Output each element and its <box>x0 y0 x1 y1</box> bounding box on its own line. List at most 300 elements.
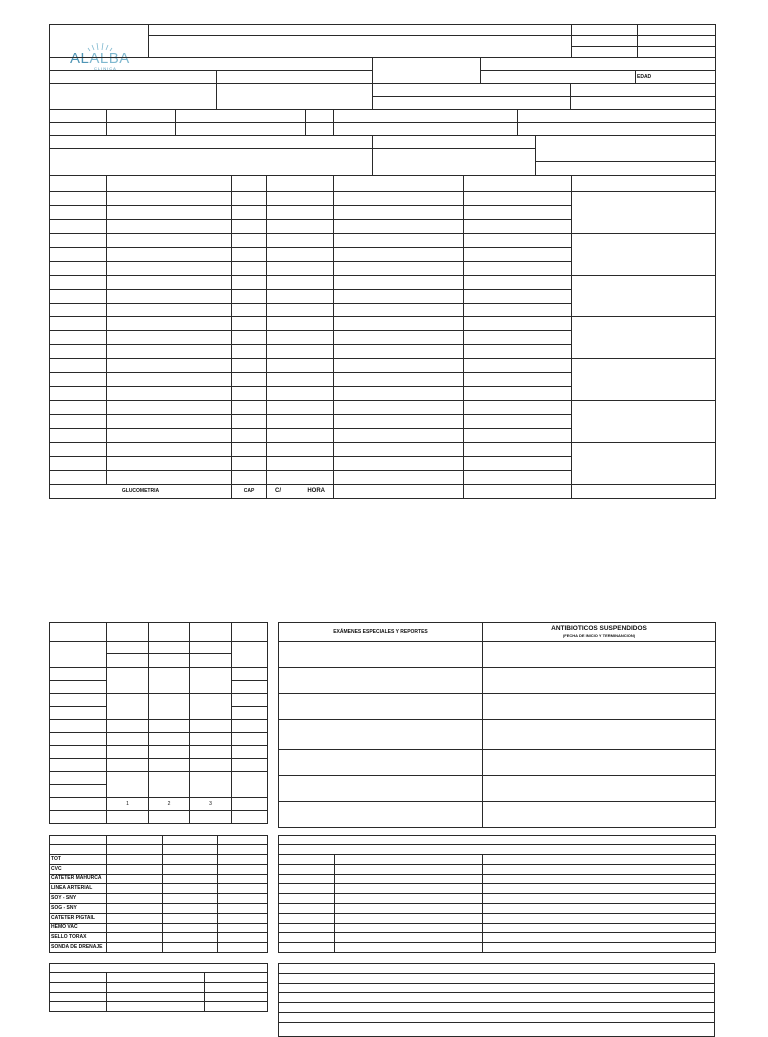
patient-field[interactable] <box>373 149 536 176</box>
antibiotic-field[interactable] <box>483 694 716 720</box>
notes-line[interactable] <box>279 1003 715 1013</box>
grid-cell[interactable] <box>334 331 464 345</box>
header-field[interactable] <box>638 36 716 47</box>
grid-cell[interactable] <box>190 733 232 746</box>
grid-cell[interactable] <box>232 811 268 824</box>
grid-cell[interactable] <box>464 373 572 387</box>
grid-cell[interactable] <box>50 694 107 707</box>
grid-cell[interactable] <box>107 772 149 798</box>
grid-cell[interactable] <box>232 387 267 401</box>
grid-cell[interactable] <box>335 864 483 874</box>
notes-cell[interactable] <box>572 192 716 234</box>
grid-cell[interactable] <box>50 964 268 973</box>
notes-cell[interactable] <box>572 233 716 275</box>
notes-cell[interactable] <box>572 359 716 401</box>
grid-cell[interactable] <box>464 289 572 303</box>
notes-line[interactable] <box>279 964 715 974</box>
grid-cell[interactable] <box>334 428 464 442</box>
grid-cell[interactable] <box>50 733 107 746</box>
header-main-cell[interactable] <box>149 36 572 58</box>
exam-field[interactable] <box>279 776 483 802</box>
grid-cell[interactable] <box>107 836 163 845</box>
grid-cell[interactable] <box>483 913 716 923</box>
grid-cell[interactable] <box>205 982 268 992</box>
grid-cell[interactable] <box>50 205 107 219</box>
patient-field[interactable] <box>176 123 306 136</box>
grid-cell[interactable] <box>205 973 268 983</box>
grid-cell[interactable] <box>190 746 232 759</box>
notes-cell[interactable] <box>572 401 716 443</box>
grid-cell[interactable] <box>267 373 334 387</box>
glucometria-field[interactable] <box>464 484 572 498</box>
grid-cell[interactable] <box>334 275 464 289</box>
notes-line[interactable] <box>279 993 715 1003</box>
grid-cell[interactable] <box>232 233 267 247</box>
grid-cell[interactable] <box>107 642 149 654</box>
grid-cell[interactable] <box>334 373 464 387</box>
patient-field[interactable] <box>536 162 716 176</box>
grid-cell[interactable] <box>464 261 572 275</box>
grid-cell[interactable] <box>218 855 268 865</box>
grid-cell[interactable] <box>232 345 267 359</box>
grid-cell[interactable] <box>50 401 107 415</box>
grid-cell[interactable] <box>267 317 334 331</box>
grid-cell[interactable] <box>483 864 716 874</box>
grid-cell[interactable] <box>50 387 107 401</box>
grid-cell[interactable] <box>190 720 232 733</box>
grid-cell[interactable] <box>50 759 107 772</box>
grid-cell[interactable] <box>50 247 107 261</box>
grid-cell[interactable] <box>50 456 107 470</box>
grid-cell[interactable] <box>107 903 163 913</box>
exam-field[interactable] <box>279 668 483 694</box>
header-field[interactable] <box>572 25 638 36</box>
grid-cell[interactable] <box>107 668 149 694</box>
grid-cell[interactable] <box>334 456 464 470</box>
grid-cell[interactable] <box>163 943 218 953</box>
grid-cell[interactable] <box>335 884 483 894</box>
grid-cell[interactable] <box>464 456 572 470</box>
column-header[interactable] <box>107 176 232 192</box>
grid-cell[interactable] <box>50 359 107 373</box>
grid-cell[interactable] <box>50 982 107 992</box>
patient-field[interactable] <box>306 123 334 136</box>
grid-cell[interactable] <box>464 247 572 261</box>
grid-cell[interactable] <box>218 836 268 845</box>
grid-cell[interactable] <box>50 289 107 303</box>
patient-field[interactable] <box>50 84 217 110</box>
grid-cell[interactable] <box>50 973 107 983</box>
grid-cell[interactable] <box>50 785 107 798</box>
exam-field[interactable] <box>279 720 483 750</box>
grid-cell[interactable] <box>50 261 107 275</box>
grid-cell[interactable] <box>483 943 716 953</box>
patient-field[interactable] <box>50 58 373 71</box>
grid-cell[interactable] <box>335 894 483 904</box>
header-field[interactable] <box>638 25 716 36</box>
patient-field[interactable] <box>373 136 536 149</box>
grid-cell[interactable] <box>50 623 107 642</box>
grid-cell[interactable] <box>232 759 268 772</box>
column-header[interactable] <box>267 176 334 192</box>
grid-cell[interactable] <box>50 772 107 785</box>
grid-cell[interactable] <box>267 247 334 261</box>
grid-cell[interactable] <box>334 289 464 303</box>
grid-cell[interactable] <box>334 317 464 331</box>
grid-cell[interactable] <box>279 845 716 855</box>
grid-cell[interactable] <box>334 359 464 373</box>
grid-cell[interactable] <box>107 401 232 415</box>
check-boxes[interactable] <box>107 654 149 668</box>
patient-field[interactable] <box>536 136 716 162</box>
grid-cell[interactable] <box>267 345 334 359</box>
grid-cell[interactable] <box>163 836 218 845</box>
grid-cell[interactable] <box>232 219 267 233</box>
grid-cell[interactable] <box>149 720 190 733</box>
grid-cell[interactable] <box>107 303 232 317</box>
grid-cell[interactable] <box>279 923 335 933</box>
grid-cell[interactable] <box>334 303 464 317</box>
grid-cell[interactable] <box>107 720 149 733</box>
patient-field[interactable] <box>373 58 481 84</box>
exam-field[interactable] <box>279 694 483 720</box>
grid-cell[interactable] <box>50 219 107 233</box>
grid-cell[interactable] <box>50 442 107 456</box>
patient-field[interactable] <box>518 123 716 136</box>
grid-cell[interactable] <box>335 923 483 933</box>
grid-cell[interactable] <box>107 470 232 484</box>
grid-cell[interactable] <box>267 219 334 233</box>
grid-cell[interactable] <box>107 456 232 470</box>
grid-cell[interactable] <box>149 772 190 798</box>
grid-cell[interactable] <box>464 428 572 442</box>
grid-cell[interactable] <box>50 345 107 359</box>
grid-cell[interactable] <box>232 428 267 442</box>
grid-cell[interactable] <box>335 913 483 923</box>
grid-cell[interactable] <box>50 746 107 759</box>
grid-cell[interactable] <box>267 233 334 247</box>
grid-cell[interactable] <box>149 746 190 759</box>
grid-cell[interactable] <box>335 903 483 913</box>
grid-cell[interactable] <box>149 642 190 654</box>
patient-field[interactable] <box>217 71 373 84</box>
grid-cell[interactable] <box>334 192 464 206</box>
grid-cell[interactable] <box>163 845 218 855</box>
header-title-cell[interactable] <box>149 25 572 36</box>
grid-cell[interactable] <box>107 442 232 456</box>
grid-cell[interactable] <box>107 811 149 824</box>
grid-cell[interactable] <box>107 623 149 642</box>
notes-cell[interactable] <box>572 275 716 317</box>
grid-cell[interactable] <box>232 359 267 373</box>
grid-cell[interactable] <box>107 331 232 345</box>
patient-field[interactable] <box>50 149 373 176</box>
grid-cell[interactable] <box>149 668 190 694</box>
grid-cell[interactable] <box>107 373 232 387</box>
grid-cell[interactable] <box>107 759 149 772</box>
grid-cell[interactable] <box>149 733 190 746</box>
patient-field[interactable] <box>107 110 176 123</box>
grid-cell[interactable] <box>107 982 205 992</box>
grid-cell[interactable] <box>107 415 232 429</box>
grid-cell[interactable] <box>190 668 232 694</box>
column-header[interactable] <box>50 176 107 192</box>
grid-cell[interactable] <box>464 387 572 401</box>
grid-cell[interactable] <box>232 261 267 275</box>
grid-cell[interactable] <box>232 401 267 415</box>
grid-cell[interactable] <box>218 913 268 923</box>
grid-cell[interactable] <box>232 772 268 798</box>
grid-cell[interactable] <box>50 428 107 442</box>
grid-cell[interactable] <box>464 233 572 247</box>
patient-field[interactable] <box>50 123 107 136</box>
grid-cell[interactable] <box>232 415 267 429</box>
grid-cell[interactable] <box>267 470 334 484</box>
grid-cell[interactable] <box>464 442 572 456</box>
grid-cell[interactable] <box>279 874 335 884</box>
grid-cell[interactable] <box>50 233 107 247</box>
grid-cell[interactable] <box>218 894 268 904</box>
grid-cell[interactable] <box>334 233 464 247</box>
grid-cell[interactable] <box>218 933 268 943</box>
grid-cell[interactable] <box>107 746 149 759</box>
grid-cell[interactable] <box>205 992 268 1002</box>
patient-field[interactable] <box>481 58 716 71</box>
grid-cell[interactable] <box>334 247 464 261</box>
patient-field[interactable] <box>334 110 518 123</box>
grid-cell[interactable] <box>232 289 267 303</box>
grid-cell[interactable] <box>107 317 232 331</box>
grid-cell[interactable] <box>50 836 107 845</box>
grid-cell[interactable] <box>232 694 268 707</box>
grid-cell[interactable] <box>232 331 267 345</box>
grid-cell[interactable] <box>232 746 268 759</box>
grid-cell[interactable] <box>107 923 163 933</box>
grid-cell[interactable] <box>232 205 267 219</box>
grid-cell[interactable] <box>190 772 232 798</box>
grid-cell[interactable] <box>218 884 268 894</box>
grid-cell[interactable] <box>464 303 572 317</box>
grid-cell[interactable] <box>107 1002 205 1012</box>
grid-cell[interactable] <box>464 205 572 219</box>
grid-cell[interactable] <box>107 289 232 303</box>
column-header[interactable] <box>232 176 267 192</box>
patient-field[interactable] <box>107 123 176 136</box>
grid-cell[interactable] <box>267 359 334 373</box>
grid-cell[interactable] <box>464 470 572 484</box>
grid-cell[interactable] <box>107 992 205 1002</box>
grid-cell[interactable] <box>267 401 334 415</box>
grid-cell[interactable] <box>50 470 107 484</box>
notes-line[interactable] <box>279 973 715 983</box>
notes-cell[interactable] <box>572 442 716 484</box>
grid-cell[interactable] <box>163 884 218 894</box>
grid-cell[interactable] <box>190 759 232 772</box>
grid-cell[interactable] <box>483 874 716 884</box>
grid-cell[interactable] <box>107 943 163 953</box>
grid-cell[interactable] <box>279 836 716 845</box>
grid-cell[interactable] <box>190 642 232 654</box>
id-digit-boxes[interactable] <box>373 97 571 110</box>
grid-cell[interactable] <box>267 456 334 470</box>
grid-cell[interactable] <box>107 855 163 865</box>
grid-cell[interactable] <box>50 642 107 668</box>
patient-field[interactable] <box>217 84 373 110</box>
grid-cell[interactable] <box>267 387 334 401</box>
grid-cell[interactable] <box>483 923 716 933</box>
grid-cell[interactable] <box>279 933 335 943</box>
grid-cell[interactable] <box>190 811 232 824</box>
grid-cell[interactable] <box>334 261 464 275</box>
grid-cell[interactable] <box>50 1002 107 1012</box>
grid-cell[interactable] <box>107 845 163 855</box>
grid-cell[interactable] <box>163 855 218 865</box>
grid-cell[interactable] <box>334 205 464 219</box>
antibiotic-field[interactable] <box>483 802 716 828</box>
grid-cell[interactable] <box>190 694 232 720</box>
column-header[interactable] <box>464 176 572 192</box>
grid-cell[interactable] <box>232 303 267 317</box>
grid-cell[interactable] <box>107 247 232 261</box>
grid-cell[interactable] <box>149 694 190 720</box>
patient-field[interactable] <box>571 97 716 110</box>
grid-cell[interactable] <box>267 289 334 303</box>
grid-cell[interactable] <box>50 317 107 331</box>
check-boxes[interactable] <box>149 654 190 668</box>
grid-cell[interactable] <box>232 720 268 733</box>
grid-cell[interactable] <box>267 428 334 442</box>
header-field[interactable] <box>638 47 716 58</box>
grid-cell[interactable] <box>107 359 232 373</box>
notes-line[interactable] <box>279 1022 715 1036</box>
grid-cell[interactable] <box>50 373 107 387</box>
grid-cell[interactable] <box>232 275 267 289</box>
antibiotic-field[interactable] <box>483 720 716 750</box>
grid-cell[interactable] <box>464 415 572 429</box>
grid-cell[interactable] <box>50 992 107 1002</box>
grid-cell[interactable] <box>163 913 218 923</box>
exam-field[interactable] <box>279 750 483 776</box>
grid-cell[interactable] <box>335 855 483 865</box>
grid-cell[interactable] <box>232 192 267 206</box>
grid-cell[interactable] <box>107 733 149 746</box>
grid-cell[interactable] <box>279 884 335 894</box>
grid-cell[interactable] <box>107 205 232 219</box>
grid-cell[interactable] <box>464 359 572 373</box>
grid-cell[interactable] <box>163 894 218 904</box>
grid-cell[interactable] <box>149 811 190 824</box>
grid-cell[interactable] <box>483 884 716 894</box>
notes-cell[interactable] <box>572 317 716 359</box>
glucometria-field[interactable] <box>572 484 716 498</box>
grid-cell[interactable] <box>50 415 107 429</box>
grid-cell[interactable] <box>218 903 268 913</box>
glucometria-field[interactable] <box>334 484 464 498</box>
exam-field[interactable] <box>279 642 483 668</box>
notes-line[interactable] <box>279 1012 715 1022</box>
grid-cell[interactable] <box>107 874 163 884</box>
grid-cell[interactable] <box>267 331 334 345</box>
grid-cell[interactable] <box>50 331 107 345</box>
grid-cell[interactable] <box>205 1002 268 1012</box>
grid-cell[interactable] <box>334 470 464 484</box>
grid-cell[interactable] <box>107 973 205 983</box>
grid-cell[interactable] <box>107 219 232 233</box>
grid-cell[interactable] <box>107 261 232 275</box>
grid-cell[interactable] <box>232 623 268 642</box>
grid-cell[interactable] <box>232 668 268 681</box>
grid-cell[interactable] <box>50 668 107 681</box>
patient-field[interactable] <box>571 84 716 97</box>
grid-cell[interactable] <box>163 874 218 884</box>
grid-cell[interactable] <box>232 707 268 720</box>
grid-cell[interactable] <box>232 733 268 746</box>
patient-field[interactable] <box>306 110 334 123</box>
grid-cell[interactable] <box>232 317 267 331</box>
grid-cell[interactable] <box>464 275 572 289</box>
grid-cell[interactable] <box>50 303 107 317</box>
grid-cell[interactable] <box>107 192 232 206</box>
grid-cell[interactable] <box>267 192 334 206</box>
grid-cell[interactable] <box>483 933 716 943</box>
grid-cell[interactable] <box>163 903 218 913</box>
grid-cell[interactable] <box>50 811 107 824</box>
grid-cell[interactable] <box>50 720 107 733</box>
grid-cell[interactable] <box>464 345 572 359</box>
grid-cell[interactable] <box>279 894 335 904</box>
antibiotic-field[interactable] <box>483 750 716 776</box>
grid-cell[interactable] <box>107 345 232 359</box>
grid-cell[interactable] <box>149 759 190 772</box>
patient-field[interactable] <box>518 110 716 123</box>
grid-cell[interactable] <box>279 943 335 953</box>
grid-cell[interactable] <box>50 681 107 694</box>
grid-cell[interactable] <box>267 303 334 317</box>
column-header[interactable] <box>572 176 716 192</box>
grid-cell[interactable] <box>107 894 163 904</box>
grid-cell[interactable] <box>107 913 163 923</box>
grid-cell[interactable] <box>107 694 149 720</box>
grid-cell[interactable] <box>218 845 268 855</box>
grid-cell[interactable] <box>267 415 334 429</box>
notes-line[interactable] <box>279 983 715 993</box>
grid-cell[interactable] <box>232 642 268 668</box>
grid-cell[interactable] <box>50 845 107 855</box>
grid-cell[interactable] <box>464 219 572 233</box>
grid-cell[interactable] <box>279 855 335 865</box>
patient-field[interactable] <box>50 71 217 84</box>
grid-cell[interactable] <box>218 943 268 953</box>
grid-cell[interactable] <box>107 233 232 247</box>
grid-cell[interactable] <box>190 623 232 642</box>
header-field[interactable] <box>572 36 638 47</box>
grid-cell[interactable] <box>334 401 464 415</box>
grid-cell[interactable] <box>218 923 268 933</box>
patient-field[interactable] <box>176 110 306 123</box>
grid-cell[interactable] <box>464 401 572 415</box>
patient-field[interactable] <box>481 71 636 84</box>
grid-cell[interactable] <box>267 442 334 456</box>
grid-cell[interactable] <box>483 894 716 904</box>
grid-cell[interactable] <box>464 317 572 331</box>
grid-cell[interactable] <box>267 275 334 289</box>
grid-cell[interactable] <box>50 192 107 206</box>
grid-cell[interactable] <box>334 387 464 401</box>
patient-field[interactable] <box>50 136 373 149</box>
grid-cell[interactable] <box>50 707 107 720</box>
grid-cell[interactable] <box>107 275 232 289</box>
grid-cell[interactable] <box>107 864 163 874</box>
